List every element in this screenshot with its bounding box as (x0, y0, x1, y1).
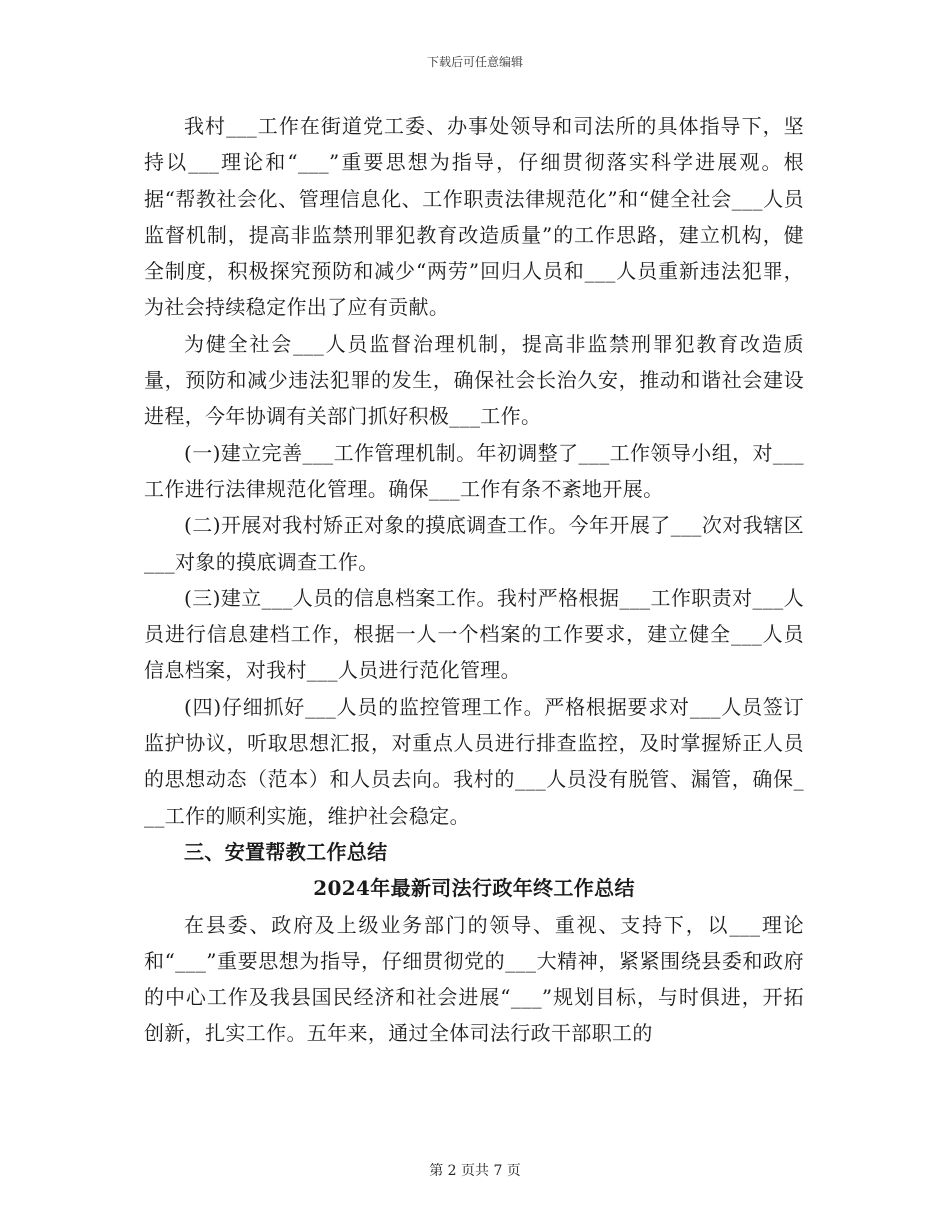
document-body (144, 108, 804, 1052)
document-title: 2024年最新司法行政年终工作总结 (313, 876, 635, 901)
body-paragraph: (一)建立完善___工作管理机制。年初调整了___工作领导小组，对___工作进行法律规范化管理。确保___工作有条不紊地开展。 (144, 440, 804, 501)
body-paragraph: 我村___工作在街道党工委、办事处领导和司法所的具体指导下，坚持以___理论和“___”重要思想为指导，仔细贯彻落实科学进展观。根据“帮教社会化、管理信息化、工作职责法律规范化”和“健全社会___人员监督机制，提高非监禁刑罪犯教育改造质量”的工作思路，建立机构，健全制度，积极探究预防和减少“两劳”回归人员和___人员重新违法犯罪，为社会持续稳定作出了应有贡献。 (144, 114, 804, 320)
body-paragraph: (四)仔细抓好___人员的监控管理工作。严格根据要求对___人员签订监护协议，听取思想汇报，对重点人员进行排查监控，及时掌握矫正人员的思想动态（范本）和人员去向。我村的___人员没有脱管、漏管，确保___工作的顺利实施，维护社会稳定。 (144, 694, 804, 828)
body-paragraph: (二)开展对我村矫正对象的摸底调查工作。今年开展了___次对我辖区___对象的摸底调查工作。 (144, 513, 804, 574)
body-paragraph: (三)建立___人员的信息档案工作。我村严格根据___工作职责对___人员进行信息建档工作，根据一人一个档案的工作要求，建立健全___人员信息档案，对我村___人员进行范化管理。 (144, 585, 804, 683)
body-paragraph: 在县委、政府及上级业务部门的领导、重视、支持下，以___理论和“___”重要思想为指导，仔细贯彻党的___大精神，紧紧围绕县委和政府的中心工作及我县国民经济和社会进展“___”规划目标，与时俱进，开拓创新，扎实工作。五年来，通过全体司法行政干部职工的 (144, 912, 804, 1046)
body-paragraph: 为健全社会___人员监督治理机制，提高非监禁刑罪犯教育改造质量，预防和减少违法犯罪的发生，确保社会长治久安，推动和谐社会建设进程，今年协调有关部门抓好积极___工作。 (144, 331, 804, 429)
page-header-note: 下载后可任意编辑 (426, 55, 523, 69)
page-number-footer: 第 2 页共 7 页 (429, 1163, 521, 1179)
section-heading: 三、安置帮教工作总结 (184, 839, 388, 864)
